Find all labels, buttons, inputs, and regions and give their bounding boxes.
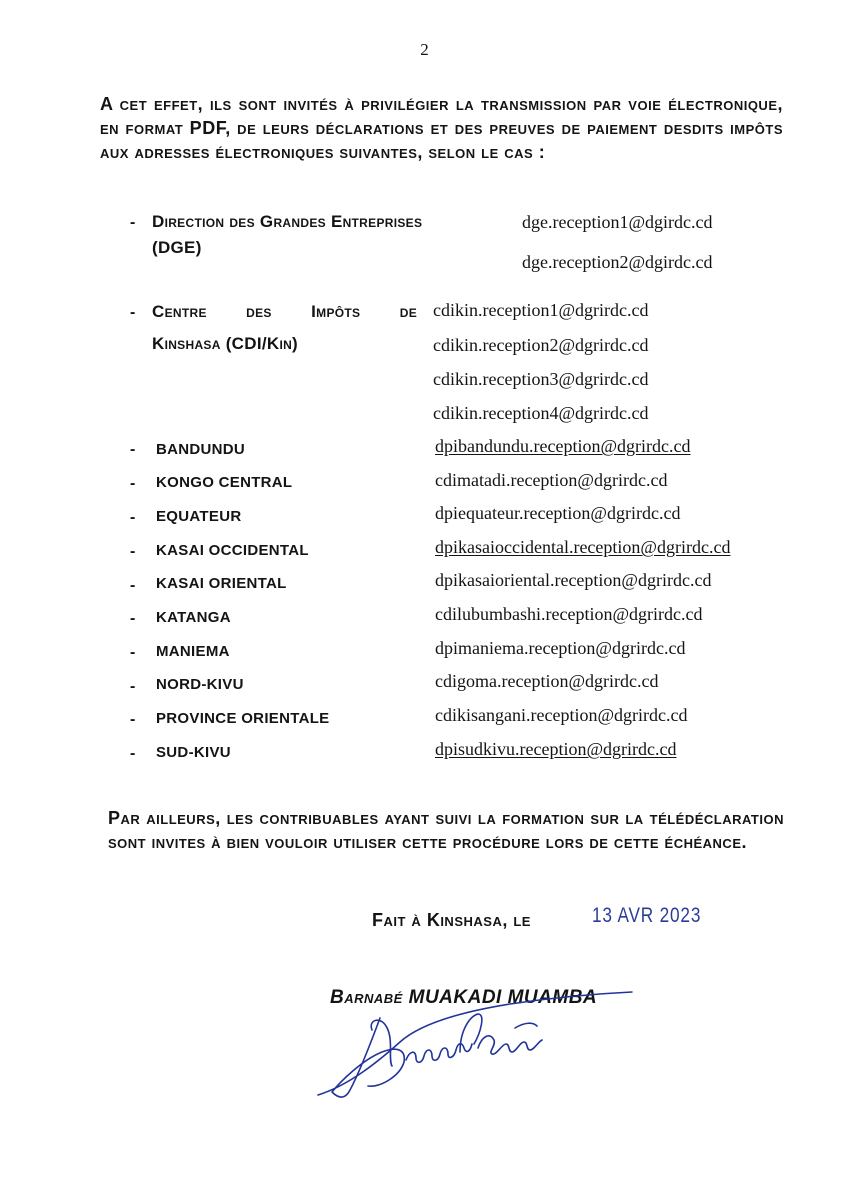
province-email[interactable]: cdimatadi.reception@dgrirdc.cd <box>435 470 668 490</box>
province-name: BANDUNDU <box>156 441 246 458</box>
bullet-dash: - <box>130 304 136 321</box>
province-name: KASAI ORIENTAL <box>156 575 287 592</box>
cdi-label-line2: Kinshasa (CDI/Kin) <box>152 334 299 353</box>
bullet-dash: - <box>130 509 136 526</box>
province-name: KONGO CENTRAL <box>156 474 293 491</box>
cdi-label: Centre des Impôts de <box>152 302 417 321</box>
province-name: MANIEMA <box>156 643 230 660</box>
province-name: KATANGA <box>156 609 231 626</box>
place-date-line: Fait à Kinshasa, le <box>372 910 531 930</box>
bullet-dash: - <box>130 610 136 627</box>
province-email[interactable]: dpisudkivu.reception@dgrirdc.cd <box>435 739 677 759</box>
intro-paragraph: A cet effet, ils sont invités à privilégier la transmission par voie électronique, en format PDF, de leurs déclarations et des preuves de paiement desdits impôts aux adresses électroniques suivantes, selon le cas : <box>100 94 783 162</box>
date-stamp: 13 AVR 2023 <box>592 904 702 927</box>
cdi-email-3[interactable]: cdikin.reception3@dgrirdc.cd <box>433 369 649 389</box>
province-name: NORD-KIVU <box>156 676 244 693</box>
bullet-dash: - <box>130 711 136 728</box>
cdi-email-4[interactable]: cdikin.reception4@dgrirdc.cd <box>433 403 649 423</box>
signature-icon <box>310 990 650 1110</box>
province-name: EQUATEUR <box>156 508 242 525</box>
cdi-email-1[interactable]: cdikin.reception1@dgrirdc.cd <box>433 300 649 320</box>
province-name: KASAI OCCIDENTAL <box>156 542 309 559</box>
province-email[interactable]: cdilubumbashi.reception@dgrirdc.cd <box>435 604 703 624</box>
signer-name: Barnabé MUAKADI MUAMBA <box>330 987 598 1008</box>
closing-paragraph: Par ailleurs, les contribuables ayant suivi la formation sur la télédéclaration sont invites à bien vouloir utiliser cette procédure lors de cette échéance. <box>108 808 784 852</box>
dge-label: Direction des Grandes Entreprises <box>152 212 423 231</box>
cdi-email-2[interactable]: cdikin.reception2@dgrirdc.cd <box>433 335 649 355</box>
province-email[interactable]: dpibandundu.reception@dgrirdc.cd <box>435 436 691 456</box>
bullet-dash: - <box>130 745 136 762</box>
bullet-dash: - <box>130 577 136 594</box>
province-email[interactable]: cdikisangani.reception@dgrirdc.cd <box>435 705 688 725</box>
dge-email-1[interactable]: dge.reception1@dgirdc.cd <box>522 212 713 232</box>
bullet-dash: - <box>130 475 136 492</box>
bullet-dash: - <box>130 214 136 231</box>
province-email[interactable]: dpikasaioriental.reception@dgrirdc.cd <box>435 570 712 590</box>
bullet-dash: - <box>130 441 136 458</box>
dge-email-2[interactable]: dge.reception2@dgirdc.cd <box>522 252 713 272</box>
page-number: 2 <box>420 40 429 59</box>
province-email[interactable]: dpiequateur.reception@dgrirdc.cd <box>435 503 681 523</box>
dge-label-abbr: (DGE) <box>152 238 202 257</box>
bullet-dash: - <box>130 543 136 560</box>
province-email[interactable]: dpimaniema.reception@dgrirdc.cd <box>435 638 686 658</box>
province-email[interactable]: dpikasaioccidental.reception@dgrirdc.cd <box>435 537 731 557</box>
province-name: PROVINCE ORIENTALE <box>156 710 330 727</box>
bullet-dash: - <box>130 644 136 661</box>
province-email[interactable]: cdigoma.reception@dgrirdc.cd <box>435 671 659 691</box>
bullet-dash: - <box>130 678 136 695</box>
province-name: SUD-KIVU <box>156 744 231 761</box>
